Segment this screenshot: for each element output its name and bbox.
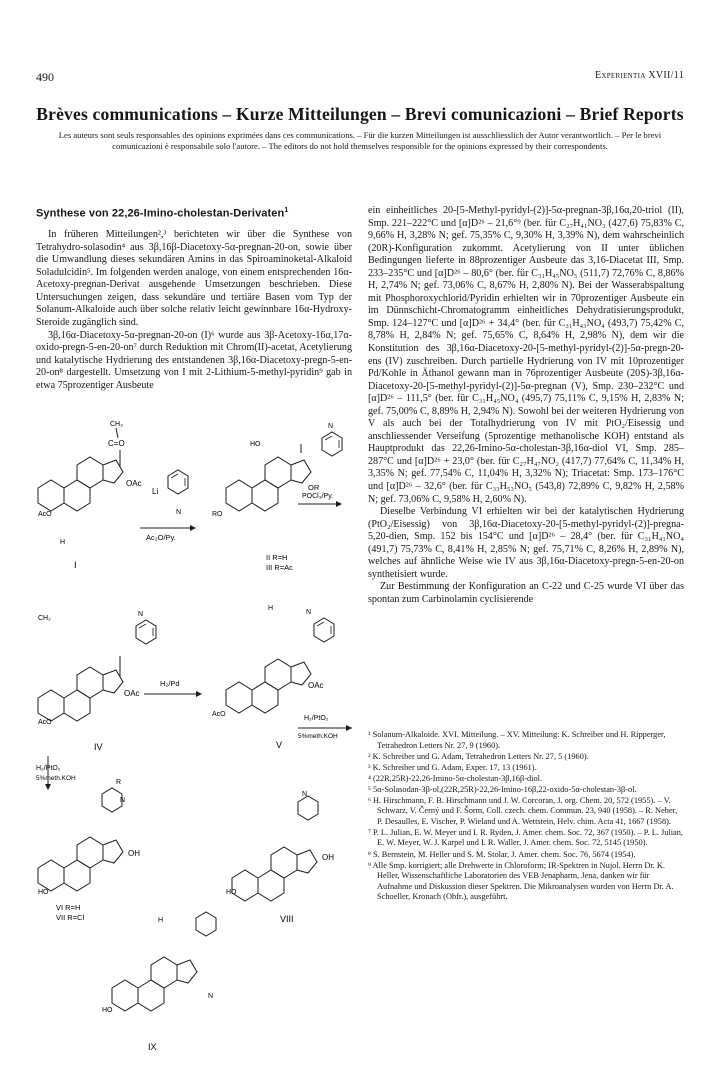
footnotes (368, 730, 684, 903)
footnote-2: ² K. Schreiber und G. Adam, Tetrahedron Letters Nr. 27, 5 (1960). (368, 751, 589, 761)
label-n-VI: N (120, 797, 126, 804)
reagent-koh: 5%meth.KOH (36, 775, 76, 782)
paragraph-right-3: Zur Bestimmung der Konfiguration an C-22 und C-25 wurde VI über das spontan zum Carbinolamin cyclisierende (368, 581, 684, 605)
reagent-h2-pto2: H₂/PtO₂ (36, 765, 61, 772)
compound-VI-VII (38, 779, 140, 922)
paragraph-left-2: 3β,16α-Diacetoxy-5α-pregnan-20-on (I)⁶ wurde aus 3β-Acetoxy-16α,17α-oxido-pregn-5-en-20-on⁷ durch Reduktion mit Chrom(II)-acetat, Acetylierung und katalytische Hydrierung des entstandenen 3β,16α-Diacetoxy-pregn-5-en-20-on⁸ dargestellt. Umsetzung von I mit 2-Lithium-5-methyl-pyridin⁹ gab in etwa 75prozentiger Ausbeute (36, 329, 352, 391)
label-compound-IX: IX (148, 1042, 157, 1052)
label-oac-IV: OAc (124, 689, 140, 698)
label-compound-IV: IV (94, 742, 103, 752)
running-header: Experientia XVII/11 (594, 70, 684, 81)
paragraph-left-1: In früheren Mitteilungen²,³ berichteten wir über die Synthese von Tetrahydro-solasodin⁴ aus 3β,16β-Diacetoxy-5α-pregnan-20-on, sowie über die Umwandlung dieses sekundären Amins in das Spiroaminoketal-Alkaloid Soladulcidin⁵. Im folgenden werden analoge, von einem entsprechenden 16α-Acetoxy-pregnan-Derivat ausgehende Umsetzungen beschrieben. Diese Untersuchungen zeigen, dass sekundäre und tertiäre Basen vom Typ der Solanum-Alkaloide auch über solche relativ leicht gewinnbare 16α-Hydroxy-Steroide zugänglich sind. (36, 229, 352, 329)
footnote-3: ³ K. Schreiber und G. Adam, Exper. 17, 13 (1961). (368, 762, 537, 772)
footnote-7: ⁷ P. L. Julian, E. W. Meyer und I. R. Ryden, J. Amer. chem. Soc. 72, 367 (1950). – P. L. Julian, E. W. Meyer, W. J. Karpel und I. R. Waller, J. Amer. chem. Soc. 72, 5145 (1950). (368, 827, 683, 848)
compound-IX (102, 912, 216, 1052)
label-compound-VI: VI R=H (56, 903, 81, 912)
label-n-VIII: N (302, 791, 308, 798)
paragraph-right-1: ein einheitliches 20-[5-Methyl-pyridyl-(2)]-5α-pregnan-3β,16α,20-triol (II), Smp. 221–222°C und [α]D²⁶ – 21,6°⁹ (ber. für C₂₇H₄₁NO₃ (427,6) 75,83% C, 9,66% H, 3,28% N; gef. 75,35% C, 9,30% H, 3,39% N), dem wahrscheinlich (20R)-Konfiguration zukommt. Acetylierung von II unter üblichen Bedingungen lieferte in 88prozentiger Ausbeute das 3,16-Diacetat III, Smp. 233–235°C und [α]D²⁶ – 80,6° (ber. für C₃₁H₄₅NO₅ (511,7) 72,76% C, 8,86% H, 2,74% N; gef. 73,06% C, 8,67% H, 2,80% N). Bei der Wasserabspaltung mit Phosphoroxychlorid/Pyridin erhielten wir in 70prozentiger Ausbeute ein im Dünnschicht-Chromatogramm einheitliches Dehydratisierungsprodukt, Smp. 124–127°C und [α]D²⁶ + 34,4° (ber. für C₃₁H₄₃NO₄ (493,7) 75,42% C, 8,78% H, 2,84% N; gef. 75,65% C, 8,64% H, 2,98% N), dem wir die Konstitution des 3β,16α-Diacetoxy-20-[5-methyl-pyridyl-(2)]-5α-pregn-20-ens (IV) zuschreiben. Durch partielle Hydrierung von IV mit 10prozentiger Pd/Kohle in Äthanol gewann man in 76prozentiger Ausbeute (20S)-3β,16α-Diacetoxy-20-[5-methyl-pyridyl-(2)]-5α-pregnan (V), Smp. 230–232°C und [α]D²⁶ – 111,5° (ber. für C₃₁H₄₅NO₄ (495,7) 75,11% C, 9,15% H, 2,83% N; gef. 75,00% C, 8,89% H, 2,94% N). Sowohl bei der weiteren Hydrierung von V als auch bei der Totalhydrierung von IV mit PtO₂/Eisessig und anschliessender Verseifung (5prozentige methanolische KOH) entstand als Hauptprodukt das 22,26-Imino-5α-cholestan-3β,16α-diol VI, Smp. 285–287°C und [α]D²⁶ + 23,0° (ber. für C₂₇H₄₇NO₂ (417,7) 77,64% C, 11,34% H, 3,35% N; gef. 77,54% C, 11,04% H, 3,32% N); Triacetat: Smp. 173–176°C und [α]D²⁶ – 32,6° (ber. für C₃₃H₅₃NO₅ (543,8) 72,89% C, 9,82% H, 2,58% N; gef. 73,06% C, 9,58% H, 2,60% N). (368, 205, 684, 505)
label-n-reagent: N (176, 509, 182, 516)
title-footnote-mark: 1 (284, 207, 289, 214)
label-ch3-top: CH₃ (110, 421, 123, 428)
reagent-h2-pd: H₂/Pd (160, 679, 180, 688)
footnote-1: ¹ Solanum-Alkaloide. XVI. Mitteilung. – XV. Mitteilung: K. Schreiber und H. Ripperger, Tetrahedron Letters Nr. 27, 9 (1960). (368, 730, 666, 750)
left-column (36, 205, 352, 392)
label-oh-VI: OH (128, 849, 140, 858)
compound-IV (38, 611, 156, 752)
label-compound-III: III R=Ac (266, 563, 293, 572)
label-aco-IV: AcO (38, 719, 52, 726)
reagent-pocl3: POCl₃/Py. (302, 493, 334, 500)
compound-VIII (226, 791, 334, 924)
label-n-II: N (328, 423, 334, 430)
page-number: 490 (36, 70, 54, 84)
label-compound-II: II R=H (266, 553, 288, 562)
label-h-IX: H (158, 917, 164, 924)
label-compound-VIII: VIII (280, 914, 294, 924)
article-title-text: Synthese von 22,26-Imino-cholestan-Derivaten (36, 207, 285, 220)
label-compound-VII: VII R=Cl (56, 913, 85, 922)
label-ch2-IV: CH₂ (38, 615, 51, 622)
reaction-scheme-drawing (36, 398, 354, 1064)
label-ho-VI: HO (38, 889, 49, 896)
label-aco-I: AcO (38, 511, 52, 518)
label-ro-II: RO (212, 511, 223, 518)
label-oh-VIII: OH (322, 853, 334, 862)
reagent-ac2o-py: Ac₂O/Py. (146, 533, 176, 542)
footnote-9: ⁹ Alle Smp. korrigiert; alle Drehwerte in Chloroform; IR-Spektren in Nujol. Herrn Dr. K. Heller, Wissenschaftliche Laboratorien des VEB Jenapharm, Jena, danken wir für Aufnahme und Diskussion dieser Spektren. Die Mikroanalysen wurden von Herrn Dr. A. Schoeller, Kronach (Obfr.), ausgeführt. (368, 860, 674, 902)
label-oac-V: OAc (308, 681, 324, 690)
label-li: Li (152, 487, 159, 496)
label-n-IV: N (138, 611, 144, 618)
label-compound-V: V (276, 740, 283, 750)
reagent-koh-b: 5%meth.KOH (298, 733, 338, 740)
label-co: C=O (108, 439, 125, 448)
label-or-II: OR (308, 483, 320, 492)
label-h-V: H (268, 605, 274, 612)
footnote-4: ⁴ (22R,25R)-22,26-Imino-5α-cholestan-3β,16β-diol. (368, 773, 543, 783)
label-compound-I: I (74, 560, 77, 570)
label-ho-II: HO (250, 441, 261, 448)
label-oac-I: OAc (126, 479, 142, 488)
label-n-V: N (306, 609, 312, 616)
label-ho-VIII: HO (226, 889, 237, 896)
article-title (36, 205, 352, 220)
right-column (368, 205, 684, 607)
label-n-IX: N (208, 993, 214, 1000)
reagent-li-pyridine (140, 470, 196, 542)
reaction-scheme (36, 398, 354, 1064)
reagent-h2-pto2-b: H₂/PtO₂ (304, 715, 329, 722)
compound-II-III (212, 423, 342, 572)
editorial-disclaimer: Les auteurs sont seuls responsables des opinions exprimées dans ces communications. – Für die kurzen Mitteilungen ist ausschliesslich der Autor verantwortlich. – Per le brevi comunicazioni è responsabile solo l'autore. – The editors do not hold themselves responsible for the opinions expressed by their correspondents. (58, 130, 662, 152)
section-title: Brèves communications – Kurze Mitteilungen – Brevi comunicazioni – Brief Reports (36, 104, 684, 124)
paragraph-right-2: Dieselbe Verbindung VI erhielten wir bei der katalytischen Hydrierung (PtO₂/Eisessig) von 3β,16α-Diacetoxy-20-[5-methyl-pyridyl-(2)]-pregna-5,20-dien, Smp. 152 bis 154°C und [α]D²⁶ – 28,4° (ber. für C₃₁H₄₁NO₄ (491,7) 75,73% C, 8,41% H, 2,85% N; gef. 75,71% C, 8,26% H, 2,89% N), welches auf ähnliche Weise wie IV aus 3β,16α-Diacetoxy-pregn-5-en-20-on synthetisiert wurde. (368, 506, 684, 580)
label-r-VI: R (116, 779, 122, 786)
compound-I (38, 421, 142, 570)
label-h-I: H (60, 539, 66, 546)
footnote-5: ⁵ 5α-Solasodan-3β-ol,(22R,25R)-22,26-Imino-16β,22-oxido-5α-cholestan-3β-ol. (368, 784, 637, 794)
footnote-8: ⁸ S. Bernstein, M. Heller und S. M. Stolar, J. Amer. chem. Soc. 76, 5674 (1954). (368, 849, 636, 859)
label-aco-V: AcO (212, 711, 226, 718)
footnote-6: ⁶ H. Hirschmann, F. B. Hirschmann und J. W. Corcoran, J. org. Chem. 20, 572 (1955). – V. Schwarz, V. Černý und F. Šorm, Coll. czech. chem. Commun. 23, 940 (1958). – R. Neher, P. Desaulles, E. Vischer, P. Wieland und A. Wettstein, Helv. chim. Acta 41, 1667 (1958). (368, 795, 678, 826)
label-o-IX: HO (102, 1007, 113, 1014)
